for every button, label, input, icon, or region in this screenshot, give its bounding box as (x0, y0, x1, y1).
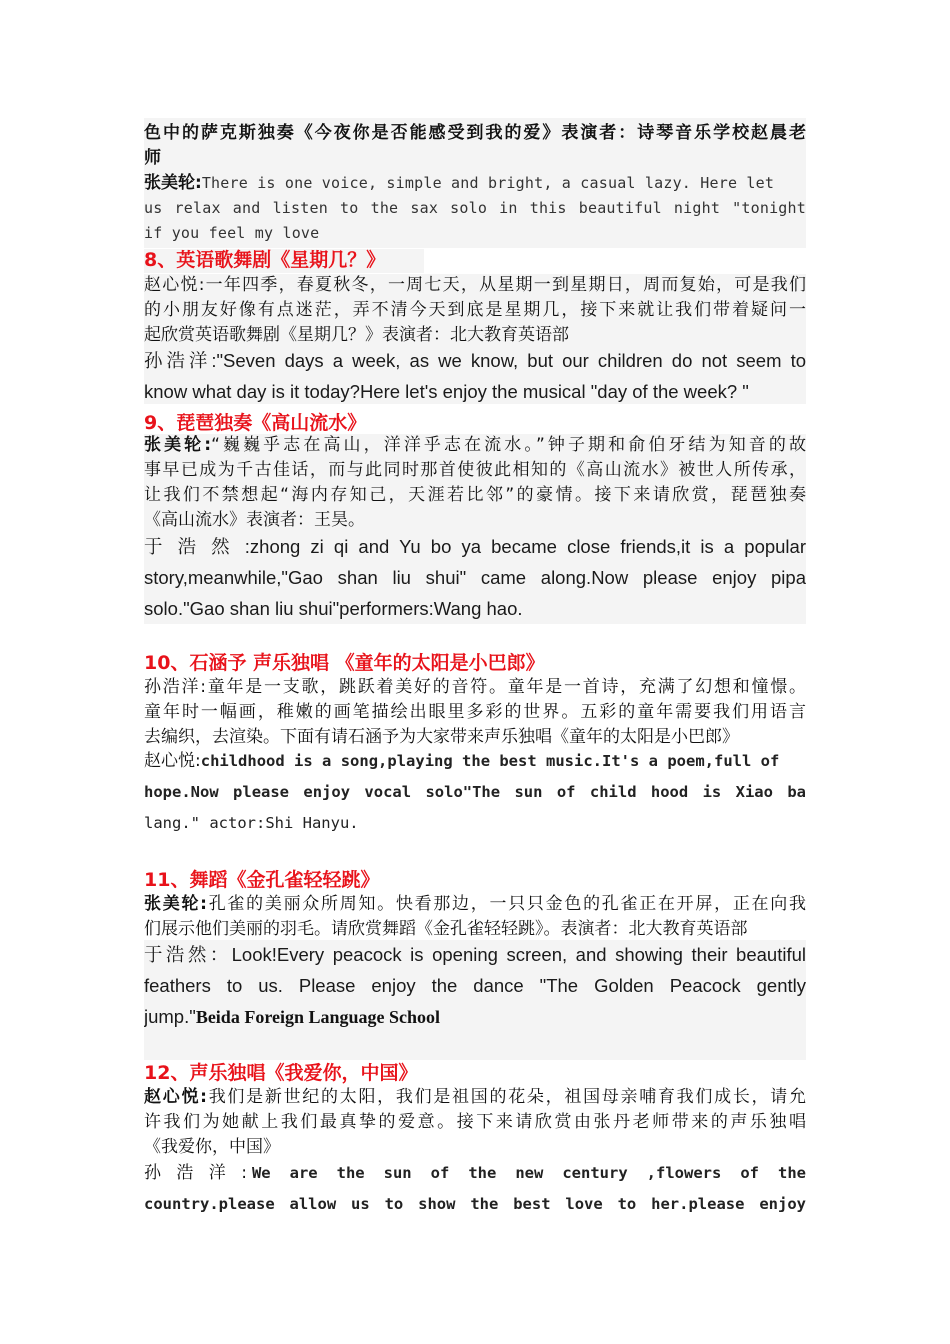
section-11-cn-line-2: 们展示他们美丽的羽毛。请欣赏舞蹈《金孔雀轻轻跳》。表演者：北大教育英语部 (144, 919, 748, 939)
section-12-en-text-1: We are the sun of the new century ,flowers of the (251, 1164, 806, 1182)
section-8-cn-line-2: 的小朋友好像有点迷茫，弄不清今天到底是星期几，接下来就让我们带着疑问一 (144, 300, 806, 320)
section-8-cn-line-3: 起欣赏英语歌舞剧《星期几？》表演者：北大教育英语部 (144, 325, 569, 345)
section-11-en-text-3: jump." (144, 1006, 196, 1027)
section-12-en-line-1 (144, 1158, 806, 1189)
speaker-name: 赵心悦: (144, 751, 201, 771)
section-10-en-line-2: hope.Now please enjoy vocal solo"The sun of child hood is Xiao ba (144, 783, 806, 801)
section-7-en-line-1 (144, 171, 806, 196)
section-12-cn-text-1: 我们是新世纪的太阳，我们是祖国的花朵，祖国母亲哺育我们成长，请允 (206, 1087, 806, 1107)
section-11-cn-text-1: 孔雀的美丽众所周知。快看那边，一只只金色的孔雀正在开屏，正在向我 (206, 894, 806, 914)
section-9-en-line-2: story,meanwhile,"Gao shan liu shui" came along.Now please enjoy pipa (144, 567, 806, 588)
section-11-en-line-1: 于浩然：Look!Every peacock is opening screen, and showing their beautiful (144, 944, 806, 965)
section-11-heading: 11、舞蹈《金孔雀轻轻跳》 (144, 869, 380, 891)
section-12-cn-line-1 (144, 1085, 806, 1110)
section-7-cn-line-2: 师 (144, 148, 161, 168)
speaker-name: 张美轮: (144, 173, 202, 193)
section-12-cn-line-3: 《我爱你，中国》 (144, 1137, 280, 1157)
section-10-cn-line-2: 童年时一幅画，稚嫩的画笔描绘出眼里多彩的世界。五彩的童年需要我们用语言 (144, 702, 806, 722)
section-8-cn-line-1: 赵心悦:一年四季，春夏秋冬，一周七天，从星期一到星期日，周而复始，可是我们 (144, 275, 806, 295)
speaker-name: 张美轮: (144, 435, 212, 455)
section-10-cn-line-1: 孙浩洋:童年是一支歌，跳跃着美好的音符。童年是一首诗，充满了幻想和憧憬。 (144, 677, 806, 697)
section-9-cn-line-3: 让我们不禁想起“海内存知己，天涯若比邻”的豪情。接下来请欣赏，琵琶独奏 (144, 485, 806, 505)
section-8-en-line-1: 孙浩洋:"Seven days a week, as we know, but our children do not seem to (144, 350, 806, 371)
section-10-en-line-1 (144, 746, 806, 777)
speaker-name: 张美轮: (144, 894, 207, 914)
section-11-en-line-3 (144, 1001, 806, 1032)
section-8-heading: 8、英语歌舞剧《星期几？》 (144, 249, 386, 271)
section-11-cn-line-1 (144, 892, 806, 917)
section-7-en-text-1: There is one voice, simple and bright, a casual lazy. Here let (201, 174, 775, 192)
section-9-en-line-3: solo."Gao shan liu shui"performers:Wang hao. (144, 598, 523, 619)
section-8-en-line-2: know what day is it today?Here let's enjoy the musical "day of the week? " (144, 381, 749, 402)
speaker-name: 孙 浩 洋 : (144, 1163, 252, 1183)
section-9-heading: 9、琵琶独奏《高山流水》 (144, 412, 367, 434)
section-9-cn-line-2: 事早已成为千古佳话，而与此同时那首使彼此相知的《高山流水》被世人所传承， (144, 460, 806, 480)
section-10-heading: 10、石涵予 声乐独唱 《童年的太阳是小巴郎》 (144, 652, 545, 674)
section-9-cn-line-4: 《高山流水》表演者：王昊。 (144, 510, 365, 530)
section-9-cn-text-1: “巍巍乎志在高山，洋洋乎志在流水。”钟子期和俞伯牙结为知音的故 (211, 435, 806, 455)
section-10-en-text-1: childhood is a song,playing the best music.It's a poem,full of (200, 752, 780, 770)
section-10-cn-line-3: 去编织，去渲染。下面有请石涵予为大家带来声乐独唱《童年的太阳是小巴郎》 (144, 727, 739, 747)
speaker-name: 赵心悦: (144, 1087, 207, 1107)
section-7-cn-line-1: 色中的萨克斯独奏《今夜你是否能感受到我的爱》表演者：诗琴音乐学校赵晨老 (144, 123, 806, 143)
section-10-en-line-3: lang." actor:Shi Hanyu. (144, 814, 359, 832)
section-12-cn-line-2: 许我们为她献上我们最真挚的爱意。接下来请欣赏由张丹老师带来的声乐独唱 (144, 1112, 806, 1132)
section-7-en-line-3: if you feel my love (144, 224, 320, 242)
section-12-heading: 12、声乐独唱《我爱你，中国》 (144, 1062, 418, 1084)
section-9-en-line-1: 于 浩 然 :zhong zi qi and Yu bo ya became close friends,it is a popular (144, 536, 806, 557)
section-7-en-line-2: us relax and listen to the sax solo in this beautiful night "tonight (144, 199, 806, 217)
section-11-en-line-2: feathers to us. Please enjoy the dance "The Golden Peacock gently (144, 975, 806, 996)
school-name: Beida Foreign Language School (195, 1007, 441, 1027)
section-12-en-line-2: country.please allow us to show the best love to her.please enjoy (144, 1195, 806, 1213)
section-9-cn-line-1 (144, 433, 806, 458)
